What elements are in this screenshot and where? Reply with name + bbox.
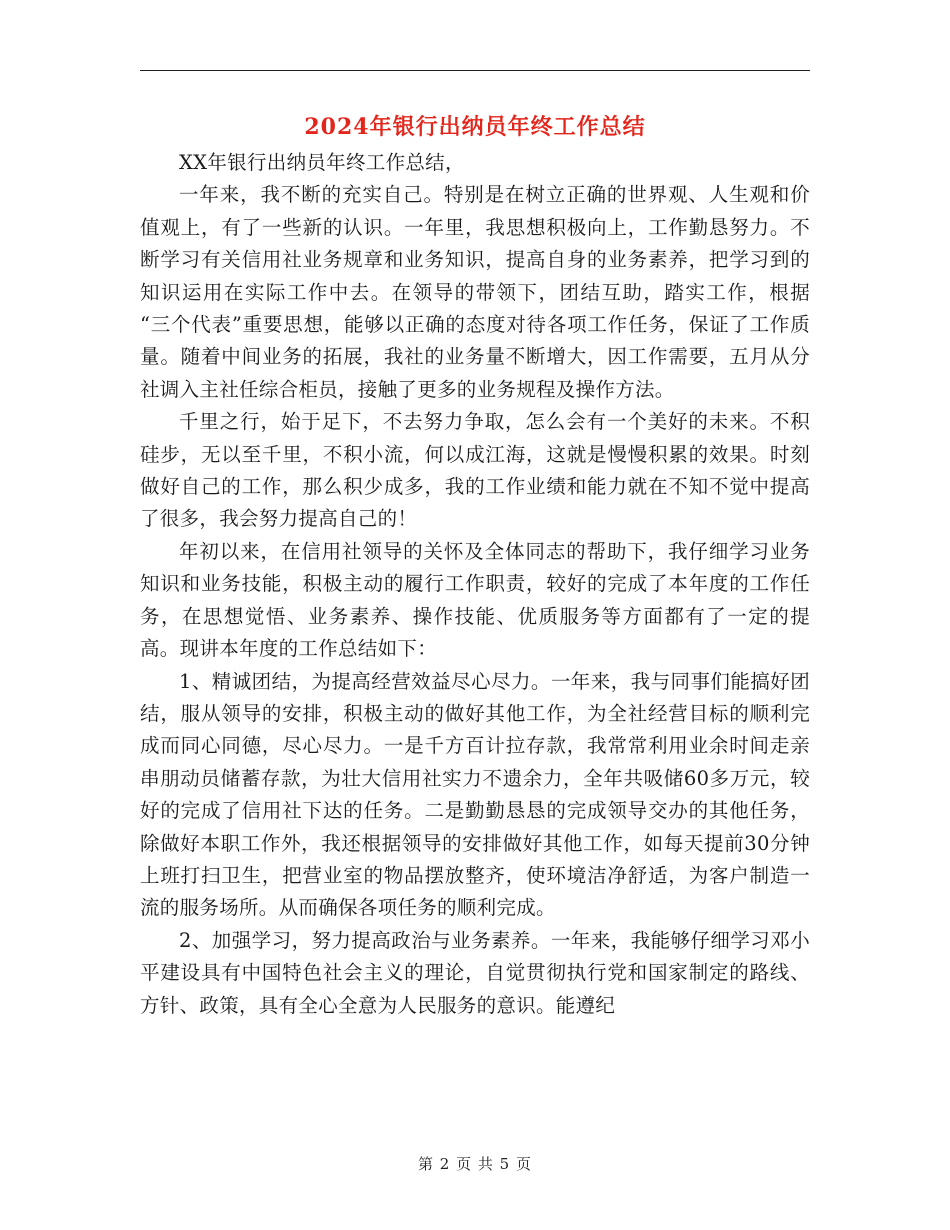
body-paragraph: 一年来，我不断的充实自己。特别是在树立正确的世界观、人生观和价值观上，有了一些新的认识。一年里，我思想积极向上，工作勤恳努力。不断学习有关信用社业务规章和业务知识，提高自身的业务素养，把学习到的知识运用在实际工作中去。在领导的带领下，团结互助，踏实工作，根据 “三个代表”重要思想，能够以正确的态度对待各项工作任务，保证了工作质量。随着中间业务的拓展，我社的业务量不断增大，因工作需要，五月从分社调入主社任综合柜员，接触了更多的业务规程及操作方法。 xyxy=(140,183,810,401)
body-paragraph: 年初以来，在信用社领导的关怀及全体同志的帮助下，我仔细学习业务知识和业务技能，积极主动的履行工作职责，较好的完成了本年度的工作任务，在思想觉悟、业务素养、操作技能、优质服务等方面都有了一定的提高。现讲本年度的工作总结如下： xyxy=(140,539,810,661)
header-rule xyxy=(140,70,810,71)
salutation-paragraph: XX年银行出纳员年终工作总结， xyxy=(179,151,465,174)
body-paragraph: 千里之行，始于足下，不去努力争取，怎么会有一个美好的未来。不积硅步，无以至千里，不积小流，何以成江海，这就是慢慢积累的效果。时刻做好自己的工作，那么积少成多，我的工作业绩和能力就在不知不觉中提高了很多，我会努力提高自己的！ xyxy=(140,410,810,531)
document-title: 2024年银行出纳员年终工作总结 xyxy=(304,114,646,140)
body-paragraph: 1、精诚团结，为提高经营效益尽心尽力。一年来，我与同事们能搞好团结，服从领导的安排，积极主动的做好其他工作，为全社经营目标的顺利完成而同心同德，尽心尽力。一是千方百计拉存款，我常常利用业余时间走亲串朋动员储蓄存款，为壮大信用社实力不遗余力，全年共吸储60多万元，较好的完成了信用社下达的任务。二是勤勤恳恳的完成领导交办的其他任务，除做好本职工作外，我还根据领导的安排做好其他工作，如每天提前30分钟上班打扫卫生，把营业室的物品摆放整齐，使环境洁净舒适，为客户制造一流的服务场所。从而确保各项任务的顺利完成。 xyxy=(140,669,810,920)
page-number-footer: 第 2 页 共 5 页 xyxy=(418,1155,532,1173)
document-body xyxy=(140,147,810,1022)
body-paragraph: 2、加强学习，努力提高政治与业务素养。一年来，我能够仔细学习邓小平建设具有中国特色社会主义的理论，自觉贯彻执行党和国家制定的路线、方针、政策，具有全心全意为人民服务的意识。能遵纪 xyxy=(140,928,810,1017)
